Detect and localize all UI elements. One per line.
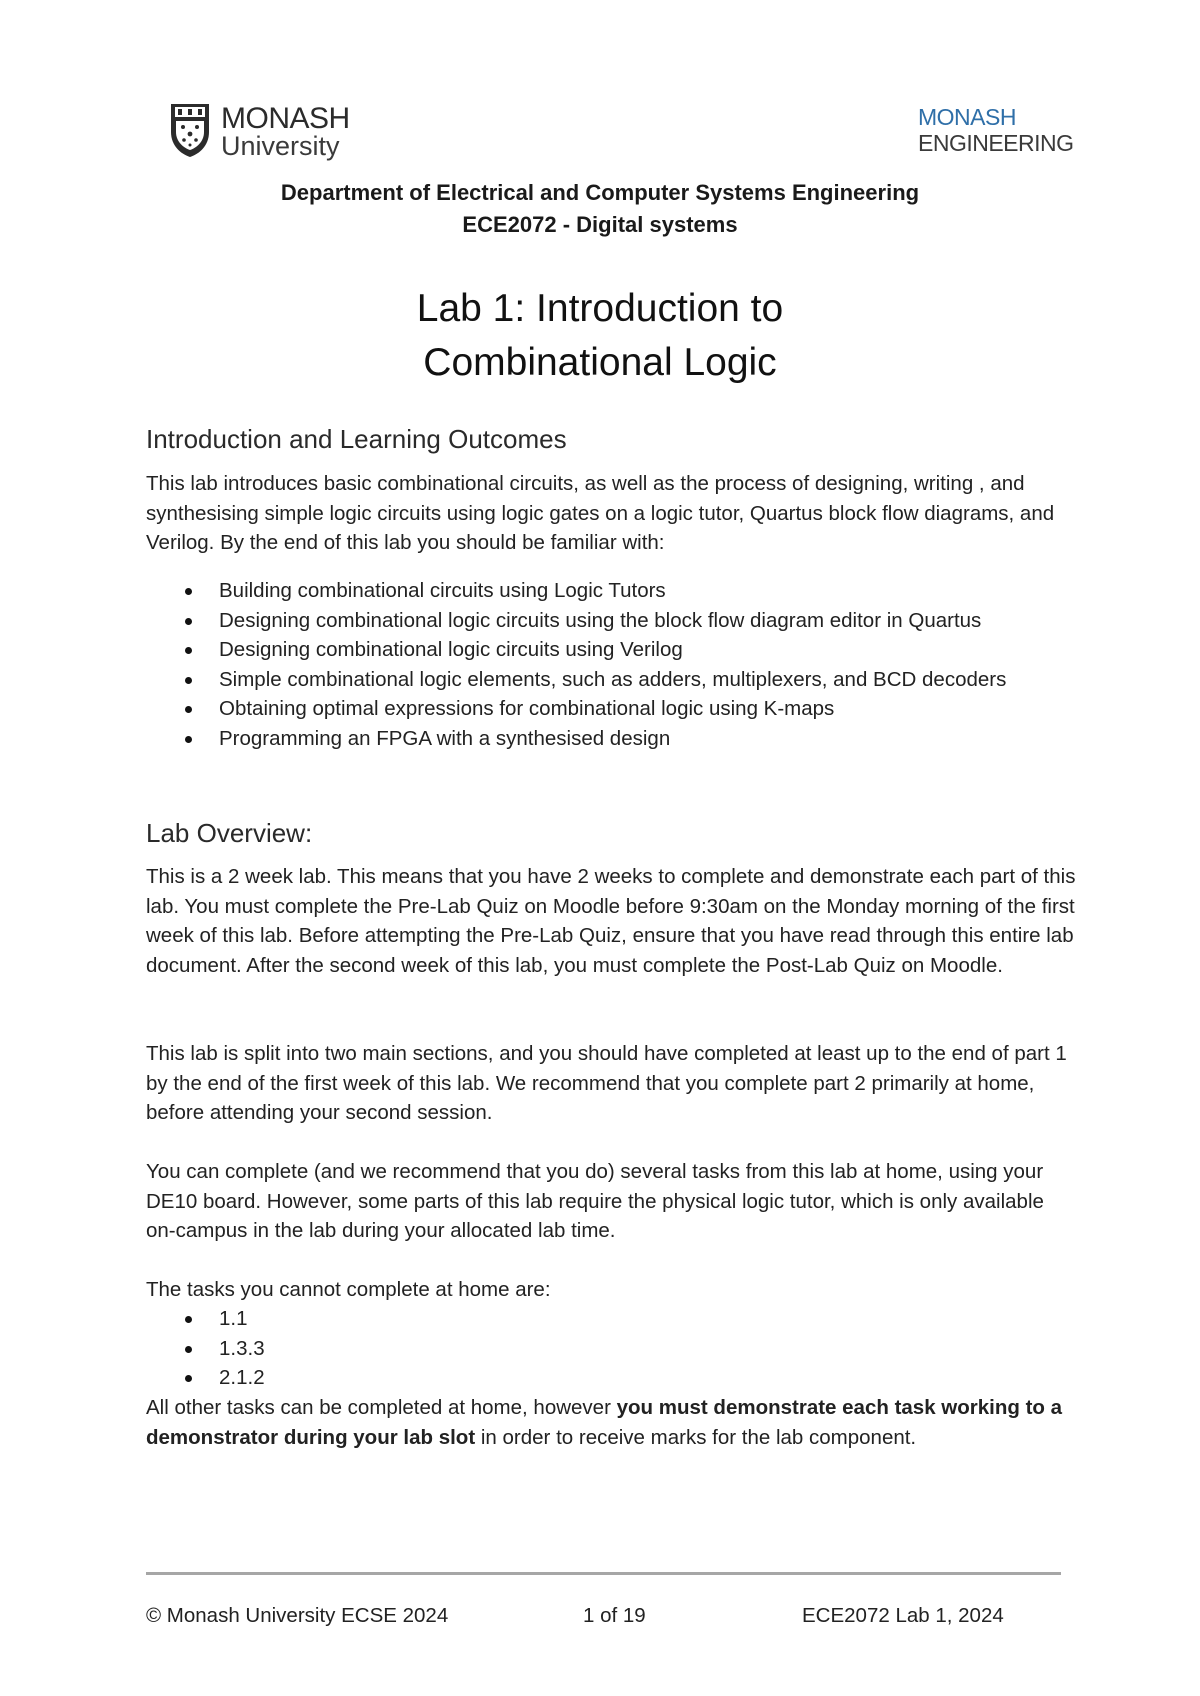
list-item: 1.1 [146, 1304, 1076, 1334]
footer-doc-id: ECE2072 Lab 1, 2024 [802, 1604, 1004, 1627]
learning-outcomes-list [146, 576, 1076, 753]
p5-bold: you must demonstrate each task working to a demonstrator during your lab slot [146, 1396, 1063, 1449]
monash-engineering-logo [918, 104, 1074, 156]
title-line-2: Combinational Logic [423, 341, 777, 384]
overview-paragraph-2: This lab is split into two main sections, and you should have completed at least up to the end of part 1 by the end of the first week of this lab. We recommend that you complete part 2 primarily at home, before attending your second session. [146, 1042, 1067, 1124]
list-item: 2.1.2 [146, 1363, 1076, 1393]
list-item: Designing combinational logic circuits using Verilog [146, 635, 1076, 665]
right-logo-sub: ENGINEERING [918, 130, 1074, 156]
list-item: Simple combinational logic elements, such as adders, multiplexers, and BCD decoders [146, 665, 1076, 695]
left-logo-sub: University [221, 131, 340, 161]
overview-heading: Lab Overview: [146, 818, 313, 848]
list-item: Designing combinational logic circuits using the block flow diagram editor in Quartus [146, 606, 1076, 636]
left-logo-brand: MONASH [221, 102, 350, 135]
list-item: 1.3.3 [146, 1334, 1076, 1364]
overview-paragraph-4: The tasks you cannot complete at home are: [146, 1278, 551, 1301]
footer-copyright: © Monash University ECSE 2024 [146, 1604, 449, 1627]
list-item: Obtaining optimal expressions for combinational logic using K-maps [146, 694, 1076, 724]
p5-start: All other tasks can be completed at home, however [146, 1396, 617, 1419]
monash-university-logo [167, 102, 357, 161]
title-line-1: Lab 1: Introduction to [416, 287, 784, 330]
home-restricted-tasks-list [146, 1304, 1076, 1393]
footer-page-number: 1 of 19 [583, 1604, 646, 1627]
department-name: Department of Electrical and Computer Systems Engineering [280, 180, 920, 205]
p5-end: in order to receive marks for the lab component. [475, 1425, 917, 1449]
list-item: Programming an FPGA with a synthesised design [146, 724, 1076, 754]
list-item: Building combinational circuits using Logic Tutors [146, 576, 1076, 606]
page-title [0, 282, 1200, 390]
right-logo-brand: MONASH [918, 104, 1016, 130]
overview-paragraph-3: You can complete (and we recommend that you do) several tasks from this lab at home, using your DE10 board. However, some parts of this lab require the physical logic tutor, which is only available on-campus in the lab during your allocated lab time. [146, 1160, 1044, 1242]
intro-paragraph: This lab introduces basic combinational circuits, as well as the process of designing, writing , and synthesising simple logic circuits using logic gates on a logic tutor, Quartus block flow diagrams, and Verilog. By the end of this lab you should be familiar with: [146, 472, 1055, 554]
document-header [0, 177, 1200, 241]
monash-crest-icon [167, 102, 213, 158]
footer-divider [146, 1572, 1061, 1575]
overview-paragraph-5 [146, 1393, 1076, 1452]
course-name: ECE2072 - Digital systems [462, 212, 738, 237]
overview-paragraph-1: This is a 2 week lab. This means that you have 2 weeks to complete and demonstrate each part of this lab. You must complete the Pre-Lab Quiz on Moodle before 9:30am on the Monday morning of the first week of this lab. Before attempting the Pre-Lab Quiz, ensure that you have read through this entire lab document. After the second week of this lab, you must complete the Post-Lab Quiz on Moodle. [146, 865, 1076, 977]
intro-heading: Introduction and Learning Outcomes [146, 424, 567, 454]
